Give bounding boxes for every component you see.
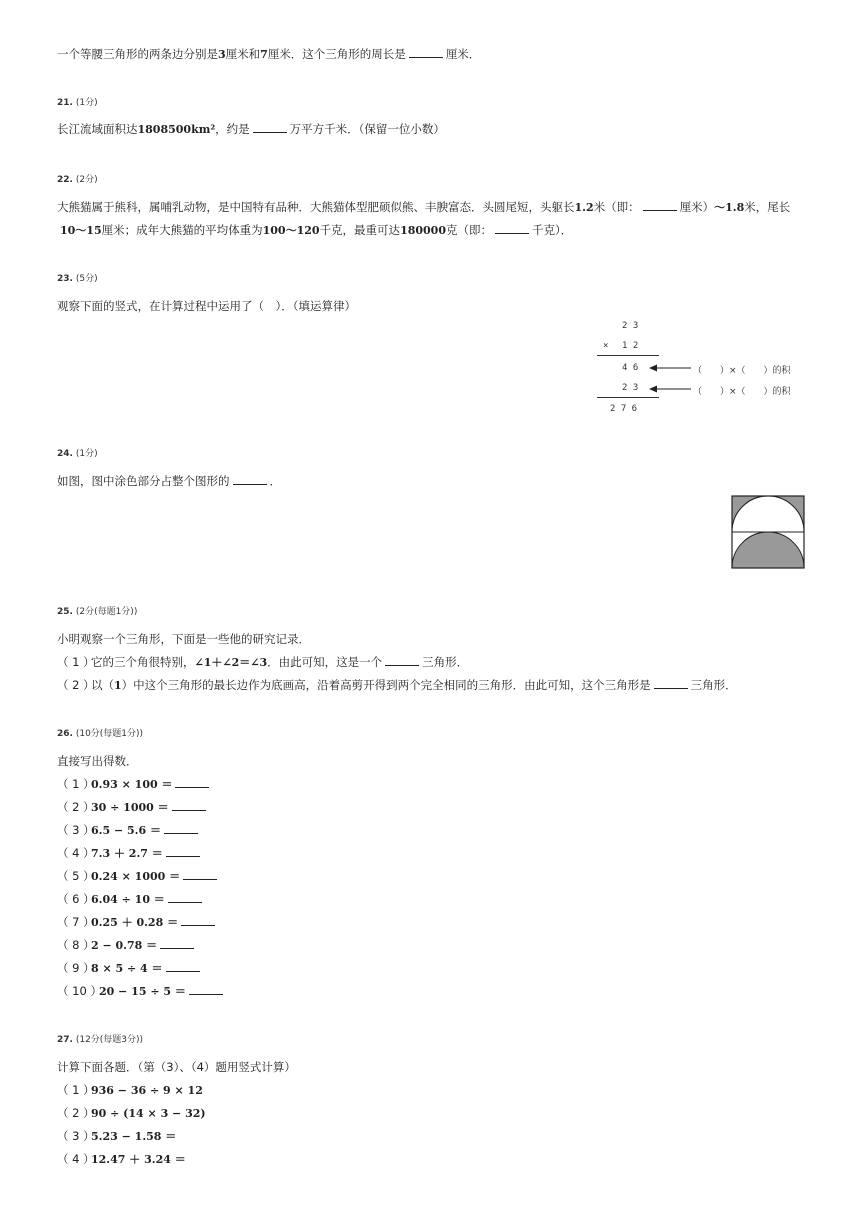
q26-answer-blank[interactable] <box>166 846 200 857</box>
q23-arrows <box>648 362 692 396</box>
q26-item <box>57 914 218 930</box>
q27-intro: 计算下面各题．（第（3）、（4）题用竖式计算） <box>57 1060 296 1074</box>
q26-item <box>57 983 226 999</box>
q26-item-label: （ 7 ） <box>57 915 95 929</box>
q26-item-expr: 0.93 × 100 ＝ <box>91 778 173 791</box>
q24-text-b: ． <box>269 474 281 488</box>
q22-line2-value1: 10～15 <box>60 224 102 237</box>
q27-item-label: （ 3 ） <box>57 1129 95 1143</box>
q22-number: 22. <box>57 175 73 185</box>
q23-vertical-line-2 <box>597 397 659 398</box>
q26-item-expr: 30 ÷ 1000 ＝ <box>91 801 169 814</box>
q25-score: (2分(每题1分)) <box>75 607 138 617</box>
q20-answer-blank[interactable] <box>409 47 443 58</box>
q27-item <box>57 1105 206 1121</box>
q27-item-label: （ 2 ） <box>57 1106 95 1120</box>
q23-text: 观察下面的竖式，在计算过程中运用了（ ）．（填运算律） <box>57 299 356 313</box>
q26-header <box>57 726 143 739</box>
q23-score: (5分) <box>75 274 98 284</box>
q23-header <box>57 271 98 284</box>
q22-line2-d: 千克）． <box>532 223 573 237</box>
q25-item2-c: 三角形． <box>690 678 737 692</box>
q20-value-2: 7 <box>260 48 268 61</box>
q25-intro: 小明观察一个三角形，下面是一些他的研究记录． <box>57 632 310 646</box>
q21-text-c: 万平方千米．（保留一位小数） <box>289 122 445 136</box>
q24-shaded-figure <box>731 495 805 569</box>
q27-item-expr: 12.47 ＋ 3.24 ＝ <box>91 1153 186 1166</box>
q23-vertical-row2: 1 2 <box>622 341 639 351</box>
q27-item-label: （ 4 ） <box>57 1152 95 1166</box>
q25-item1-math: ∠1＋∠2＝∠3 <box>194 656 268 669</box>
q22-score: (2分) <box>75 175 98 185</box>
q25-number: 25. <box>57 607 73 617</box>
q25-item2-a: 以（ <box>91 678 114 692</box>
q23-vertical-row3: 4 6 <box>622 363 639 373</box>
q21-text <box>57 121 445 137</box>
q27-number: 27. <box>57 1035 73 1045</box>
q23-vertical-row4: 2 3 <box>622 383 639 393</box>
q26-answer-blank[interactable] <box>181 915 215 926</box>
q27-item-expr: 90 ÷ (14 × 3 − 32) <box>91 1107 206 1120</box>
q26-answer-blank[interactable] <box>164 823 198 834</box>
q23-note-2: （ ）×（ ）的积 <box>693 387 791 397</box>
q22-line1-d: 米，尾长 <box>744 200 791 214</box>
q26-item <box>57 868 220 884</box>
q23-number: 23. <box>57 274 73 284</box>
q22-line1-value2: ～1.8 <box>714 201 745 214</box>
q25-item2-b: ）中这个三角形的最长边作为底画高，沿着高剪开得到两个完全相同的三角形．由此可知，这个三角形是 <box>121 678 651 692</box>
q20-text-a: 一个等腰三角形的两条边分别是 <box>57 47 218 61</box>
q24-header <box>57 446 98 459</box>
q22-line2-a: 厘米；成年大熊猫的平均体重为 <box>101 223 263 237</box>
q26-item-label: （ 8 ） <box>57 938 95 952</box>
q20-text-d: 厘米． <box>445 47 481 61</box>
q22-line2-value2: 100～120 <box>262 224 320 237</box>
q21-text-a: 长江流域面积达 <box>57 122 138 136</box>
q25-item1-c: 三角形． <box>422 655 469 669</box>
q26-item <box>57 937 197 953</box>
q25-item-1 <box>57 654 468 670</box>
q26-item-expr: 20 − 15 ÷ 5 ＝ <box>99 985 186 998</box>
q26-item-label: （ 6 ） <box>57 892 95 906</box>
q22-line1-c: 厘米） <box>679 200 715 214</box>
q22-answer-blank-1[interactable] <box>643 200 677 211</box>
q25-item-2 <box>57 677 737 693</box>
q27-header <box>57 1032 143 1045</box>
q27-item <box>57 1151 186 1167</box>
q22-line1-b: 米（即： <box>593 200 640 214</box>
q21-value: 1808500km² <box>137 123 216 136</box>
q26-item <box>57 822 201 838</box>
q24-text-a: 如图，图中涂色部分占整个图形的 <box>57 474 230 488</box>
q22-header <box>57 172 98 185</box>
q25-item2-label: （ 2 ） <box>57 678 95 692</box>
q25-item1-a: 它的三个角很特别， <box>91 655 195 669</box>
q24-number: 24. <box>57 449 73 459</box>
q26-item-expr: 8 × 5 ÷ 4 ＝ <box>91 962 163 975</box>
q26-item-label: （ 5 ） <box>57 869 95 883</box>
q26-item <box>57 799 209 815</box>
q22-answer-blank-2[interactable] <box>495 223 529 234</box>
q26-item-expr: 0.25 ＋ 0.28 ＝ <box>91 916 179 929</box>
q26-item <box>57 960 203 976</box>
q22-line2-c: 克（即： <box>446 223 492 237</box>
q26-item <box>57 776 212 792</box>
q27-item-expr: 5.23 − 1.58 ＝ <box>91 1130 177 1143</box>
q21-score: (1分) <box>75 98 98 108</box>
q26-answer-blank[interactable] <box>166 961 200 972</box>
q25-item1-b: ．由此可知，这是一个 <box>267 655 383 669</box>
q23-vertical-row5: 2 7 6 <box>610 404 638 414</box>
q27-item <box>57 1128 176 1144</box>
q27-score: (12分(每题3分)) <box>75 1035 144 1045</box>
q26-answer-blank[interactable] <box>168 892 202 903</box>
q26-item-expr: 0.24 × 1000 ＝ <box>91 870 181 883</box>
q23-vertical-operator: × <box>603 341 609 351</box>
q26-answer-blank[interactable] <box>175 777 209 788</box>
q26-item-label: （ 4 ） <box>57 846 95 860</box>
q26-item <box>57 891 205 907</box>
q22-line1-a: 大熊猫属于熊科，属哺乳动物，是中国特有品种．大熊猫体型肥硕似熊、丰腴富态．头圆尾短，头躯长 <box>57 200 575 214</box>
q24-score: (1分) <box>75 449 98 459</box>
q25-item1-label: （ 1 ） <box>57 655 95 669</box>
q26-answer-blank[interactable] <box>189 984 223 995</box>
q22-line2-value3: 180000 <box>400 224 446 237</box>
q26-item-label: （ 1 ） <box>57 777 95 791</box>
q27-item <box>57 1082 203 1098</box>
q22-line1-value1: 1.2 <box>574 201 594 214</box>
q22-line1 <box>57 199 790 215</box>
q26-item <box>57 845 203 861</box>
q26-item-label: （ 3 ） <box>57 823 95 837</box>
q26-item-expr: 6.04 ÷ 10 ＝ <box>91 893 165 906</box>
q26-item-label: （ 9 ） <box>57 961 95 975</box>
q23-note-1: （ ）×（ ）的积 <box>693 366 791 376</box>
q21-text-b: ，约是 <box>215 122 250 136</box>
arrowhead-icon <box>649 365 657 372</box>
q21-header <box>57 95 98 108</box>
q26-item-expr: 7.3 ＋ 2.7 ＝ <box>91 847 163 860</box>
q26-score: (10分(每题1分)) <box>75 729 144 739</box>
q25-answer-blank-1[interactable] <box>385 655 419 666</box>
q24-answer-blank[interactable] <box>233 474 267 485</box>
q25-item2-ref: 1 <box>114 679 122 692</box>
q27-item-expr: 936 − 36 ÷ 9 × 12 <box>91 1084 203 1097</box>
q20-value-1: 3 <box>218 48 226 61</box>
q23-vertical-line-1 <box>597 355 659 356</box>
q26-intro: 直接写出得数． <box>57 754 138 768</box>
q23-vertical-row1: 2 3 <box>622 321 639 331</box>
q20-text-c: 厘米．这个三角形的周长是 <box>267 47 406 61</box>
q24-text <box>57 473 281 489</box>
q26-item-label: （ 10 ） <box>57 984 102 998</box>
q26-item-label: （ 2 ） <box>57 800 95 814</box>
q25-header <box>57 604 137 617</box>
q26-number: 26. <box>57 729 73 739</box>
q22-line2 <box>60 222 572 238</box>
q26-item-expr: 2 − 0.78 ＝ <box>91 939 158 952</box>
q22-line2-b: 千克，最重可达 <box>319 223 401 237</box>
q20-text <box>57 46 480 62</box>
arrowhead-icon <box>649 386 657 393</box>
q26-answer-blank[interactable] <box>172 800 206 811</box>
q25-answer-blank-2[interactable] <box>654 678 688 689</box>
q21-number: 21. <box>57 98 73 108</box>
q27-item-label: （ 1 ） <box>57 1083 95 1097</box>
q21-answer-blank[interactable] <box>253 122 287 133</box>
q26-item-expr: 6.5 − 5.6 ＝ <box>91 824 161 837</box>
q26-answer-blank[interactable] <box>160 938 194 949</box>
q20-text-b: 厘米和 <box>225 47 261 61</box>
q26-answer-blank[interactable] <box>183 869 217 880</box>
